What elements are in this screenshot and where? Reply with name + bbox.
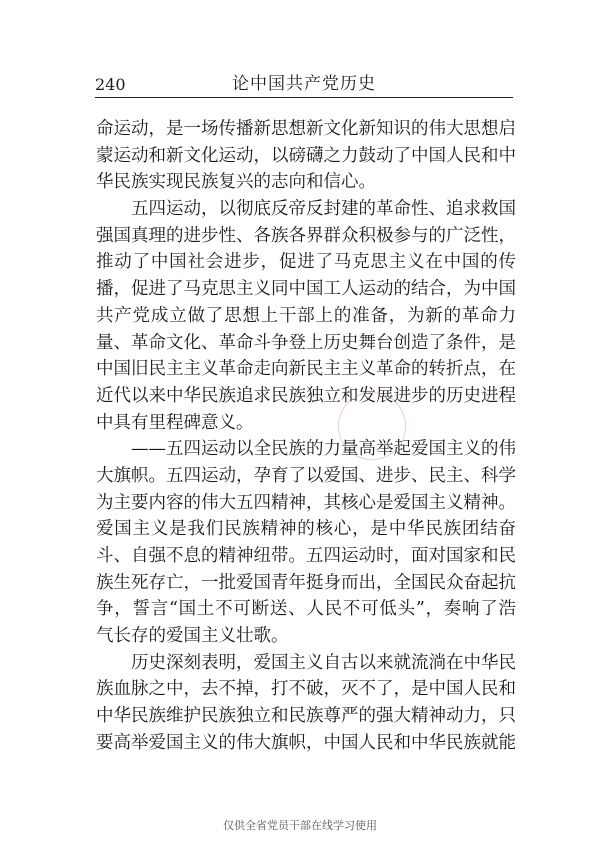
text-line: 中具有里程碑意义。	[96, 412, 254, 433]
footer-notice: 仅供全省党员干部在线学习使用	[223, 819, 377, 832]
text-line: 斗、自强不息的精神纽带。五四运动时，面对国家和民	[96, 546, 516, 566]
text-line: 族生死存亡，一批爱国青年挺身而出，全国民众奋起抗	[96, 572, 516, 593]
text-line: 要高举爱国主义的伟大旗帜，中国人民和中华民族就能	[96, 732, 516, 753]
text-line: 中华民族维护民族独立和民族尊严的强大精神动力，只	[96, 706, 516, 727]
text-line: 近代以来中华民族追求民族独立和发展进步的历史进程	[96, 385, 516, 406]
page-header	[95, 72, 513, 98]
text-line: 为主要内容的伟大五四精神，其核心是爱国主义精神。	[96, 492, 516, 513]
text-line: 推动了中国社会进步，促进了马克思主义在中国的传	[96, 252, 516, 273]
text-line: 气长存的爱国主义壮歌。	[96, 626, 289, 647]
text-line: 五四运动，以彻底反帝反封建的革命性、追求救国	[131, 199, 516, 220]
text-line: 量、革命文化、革命斗争登上历史舞台创造了条件，是	[96, 332, 516, 353]
text-line: 命运动，是一场传播新思想新文化新知识的伟大思想启	[96, 119, 516, 139]
body-text	[96, 116, 516, 757]
text-line: 华民族实现民族复兴的志向和信心。	[96, 172, 376, 193]
text-line: ——五四运动以全民族的力量高举起爱国主义的伟	[131, 439, 516, 460]
text-line: 历史深刻表明，爱国主义自古以来就流淌在中华民	[131, 652, 516, 673]
header-rule	[95, 97, 513, 99]
text-line: 强国真理的进步性、各族各界群众积极参与的广泛性，	[96, 225, 516, 246]
text-line: 蒙运动和新文化运动，以磅礴之力鼓动了中国人民和中	[96, 145, 516, 166]
text-line: 大旗帜。五四运动，孕育了以爱国、进步、民主、科学	[96, 465, 516, 486]
text-line: 中国旧民主主义革命走向新民主主义革命的转折点，在	[96, 359, 516, 380]
running-title: 论中国共产党历史	[232, 74, 376, 94]
text-line: 爱国主义是我们民族精神的核心，是中华民族团结奋	[96, 519, 516, 540]
text-line: 族血脉之中，去不掉，打不破，灭不了，是中国人民和	[96, 679, 516, 700]
text-line: 共产党成立做了思想上干部上的准备，为新的革命力	[96, 305, 516, 326]
text-line: 争，誓言“国土不可断送、人民不可低头”，奏响了浩	[96, 599, 516, 620]
page-number: 240	[95, 75, 126, 94]
text-line: 播，促进了马克思主义同中国工人运动的结合，为中国	[96, 279, 516, 300]
